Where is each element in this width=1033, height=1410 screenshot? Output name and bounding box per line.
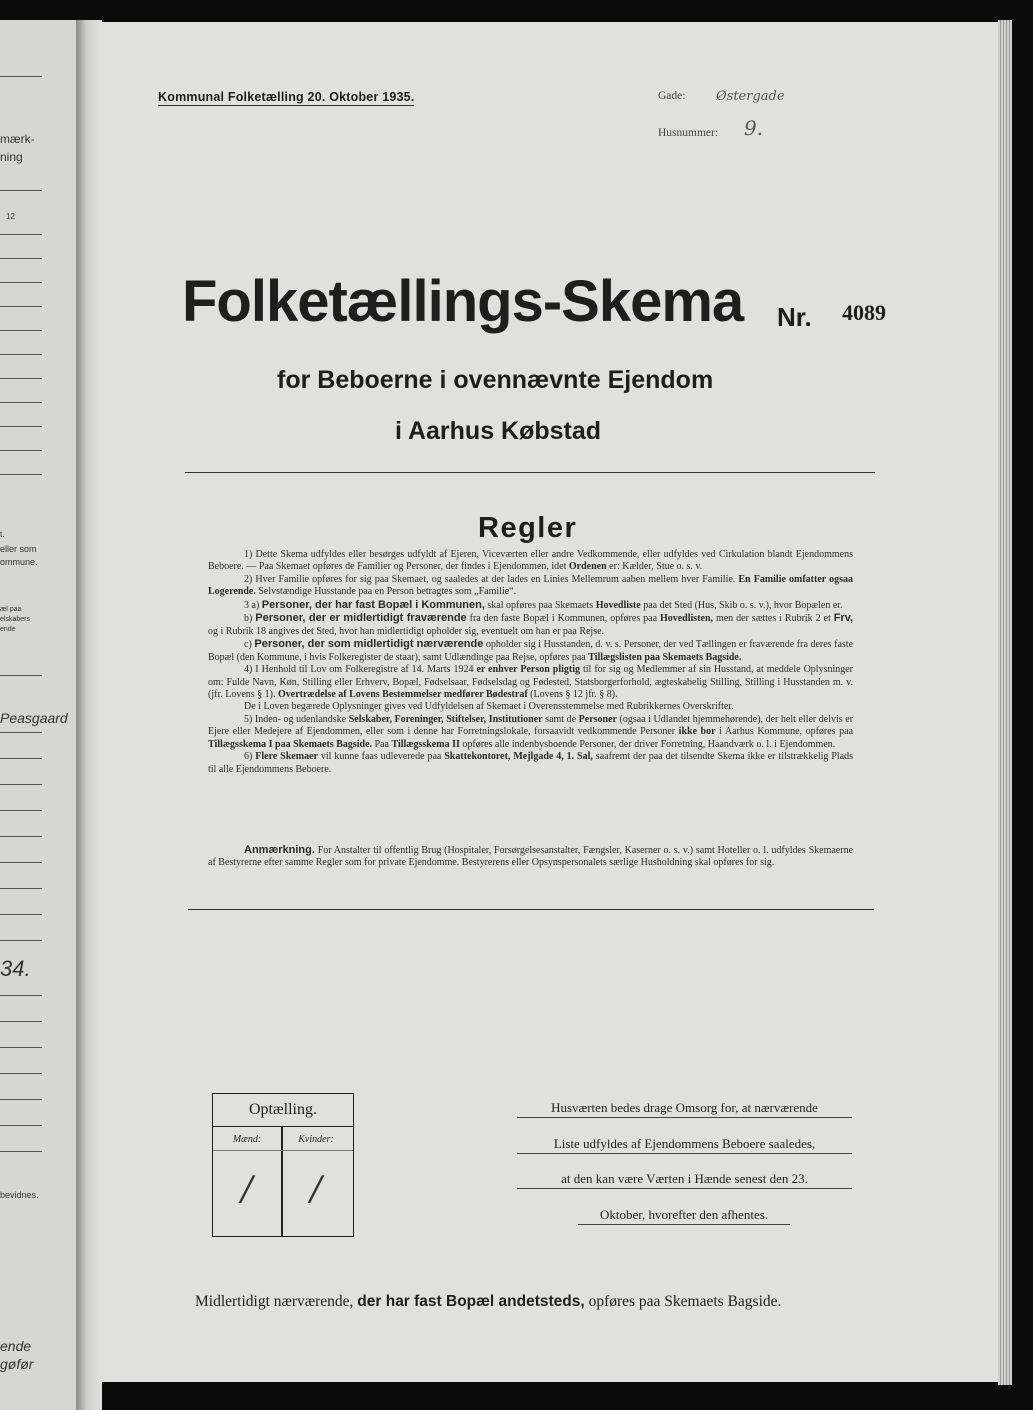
book-gutter (76, 20, 102, 1410)
left-rule (0, 914, 42, 915)
left-fragment: mærk- (0, 132, 35, 146)
remark-text: For Anstalter til offentlig Brug (Hospitaler, Forsørgelsesanstalter, Fængsler, Kaserner o. s. v.) samt Hoteller o. l. udfyldes Skemaerne af Bestyrerne efter samme Regler som for private Ejendomme. Bestyrerens eller Opsynspersonalets særlige Husholdning skal opføres for sig. (208, 845, 854, 869)
form-title: Folketællings-Skema (182, 269, 744, 334)
left-fragment: elskabers (0, 616, 30, 623)
left-rule (0, 675, 42, 676)
left-rule (0, 474, 42, 475)
left-rule (0, 1099, 42, 1100)
rule-4: 4) I Henhold til Lov om Folkeregistre af 14. Marts 1924 er enhver Person pligtig til for sig og Medlemmer af sin Husstand, at meddele Oplysninger om: Fulde Navn, Køn, Stilling eller Erhverv, Bopæl, Fødselsaar, Fødselsdag og Fødested, Statsborgerforhold, ægteskabelig Stilling, Stilling i Husstanden m. v. (jfr. Lovens § 1). Overtrædelse af Lovens Bestemmelser medfører Bødestraf (Lovens § 12 jfr. § 8). (208, 664, 854, 700)
left-rule (0, 1021, 42, 1022)
number-label: Nr. (777, 302, 812, 332)
left-rule (0, 732, 42, 733)
left-fragment: t. (0, 530, 5, 539)
rule-4-note: De i Loven begærede Oplysninger gives ved Udfyldelsen af Skemaet i Overensstemmelse med Rubrikkernes Overskrifter. (244, 701, 734, 713)
rule-3b: b) Personer, der er midlertidigt fraværende fra den faste Bopæl i Kommunen, opføres paa Hovedlisten, men der sættes i Rubrik 2 et Frv, og i Rubrik 18 angives det Sted, hvor han midlertidigt opholder sig, eventuelt om han er paa Rejse. (208, 612, 854, 637)
left-rule (0, 190, 42, 191)
rule-6: 6) Flere Skemaer vil kunne faas udleverede paa Skattekontoret, Mejlgade 4, 1. Sal, saafremt der paa det tilsendte Skema ikke er tilstrækkelig Plads til alle Ejendommens Beboere. (208, 751, 853, 775)
divider (188, 909, 874, 910)
footer-part: opføres paa Skemaets Bagside. (588, 1293, 782, 1310)
left-fragment: ommune. (0, 557, 38, 567)
left-rule (0, 306, 42, 307)
left-rule (0, 995, 42, 996)
left-rule (0, 378, 42, 379)
left-rule (0, 862, 42, 863)
left-fragment: 12 (6, 212, 15, 221)
left-handwriting: 34. (0, 956, 31, 981)
landlord-notice-line: Oktober, hvorefter den afhentes. (578, 1207, 790, 1225)
landlord-notice-line: at den kan være Værten i Hænde senest den 23. (517, 1171, 852, 1189)
left-rule (0, 1125, 42, 1126)
rule-3a: 3 a) Personer, der har fast Bopæl i Kommunen, skal opføres paa Skemaets Hovedliste paa det Sted (Hus, Skib o. s. v.), hvor Bopælen er. (244, 598, 843, 611)
footer-note (195, 1293, 781, 1311)
left-rule (0, 258, 42, 259)
left-fragment: ning (0, 150, 23, 164)
left-rule (0, 810, 42, 811)
left-rule (0, 426, 42, 427)
left-rule (0, 76, 42, 77)
count-box-title: Optælling. (213, 1094, 353, 1127)
left-rule (0, 1073, 42, 1074)
house-number-label: Husnummer: (658, 127, 719, 139)
left-rule (0, 282, 42, 283)
rule-1: 1) Dette Skema udfyldes eller besørges udfyldt af Ejeren, Viceværten eller andre Vedkommende, eller udfyldes ved Cirkulation blandt Ejendommens Beboere. — Paa Skemaet opføres de Familier og Personer, der findes i Ejendommen, idet Ordenen er: Kælder, Stue o. s. v. (208, 549, 853, 573)
left-rule (0, 1047, 42, 1048)
page-edge (998, 20, 1012, 1385)
left-rule (0, 330, 42, 331)
street-value: Østergade (716, 89, 785, 104)
men-count: / (241, 1169, 253, 1209)
left-rule (0, 234, 42, 235)
left-rule (0, 784, 42, 785)
count-box-rule (213, 1150, 353, 1151)
form-subtitle: for Beboerne i ovennævnte Ejendom (277, 366, 714, 394)
left-rule (0, 940, 42, 941)
rule-2: 2) Hver Familie opføres for sig paa Skemaet, og saaledes at der lades en Linies Mellemrum aaben mellem hver Familie. En Familie omfatter ogsaa Logerende. Selvstændige Husstande paa en Person betragtes som „Familie“. (208, 573, 854, 598)
women-label: Kvinder: (298, 1134, 334, 1145)
left-rule (0, 450, 42, 451)
form-number: 4089 (842, 300, 886, 325)
left-rule (0, 888, 42, 889)
left-handwriting: Peasgaard (0, 710, 68, 726)
men-label: Mænd: (232, 1134, 262, 1145)
left-fragment: bevidnes. (0, 1190, 39, 1200)
divider (185, 472, 875, 473)
remark-paragraph (208, 844, 853, 870)
left-rule (0, 1151, 42, 1152)
landlord-notice-line: Liste udfyldes af Ejendommens Beboere saaledes, (517, 1136, 852, 1154)
left-fragment: æl paa (0, 606, 22, 613)
street-label: Gade: (658, 90, 686, 102)
rule-5: 5) Inden- og udenlandske Selskaber, Foreninger, Stiftelser, Institutioner samt de Personer (ogsaa i Udlandet hjemmehørende), der helt eller delvis er Ejere eller Medejere af Ejendommen, eller som i denne har Forretningslokale, forsaavidt vedkommende Personer ikke bor i Aarhus Kommune, opføres paa Tillægsskema I paa Skemaets Bagside. Paa Tillægsskema II opføres alle indenbysboende Personer, der driver Forretning, Haandværk o. l. i Ejendommen. (208, 713, 854, 750)
left-rule (0, 354, 42, 355)
left-handwriting: gøfør (0, 1356, 34, 1372)
footer-part-bold: der har fast Bopæl andetsteds, (357, 1293, 585, 1310)
left-page-fragment (0, 20, 80, 1410)
footer-part: Midlertidigt nærværende, (195, 1293, 354, 1310)
rule-3c: c) Personer, der som midlertidigt nærværende opholder sig i Husstanden, d. v. s. Personer, der ved Tællingen er fraværende fra deres faste Bopæl (den Kommune, i hvis Folkeregister de staar), samt Udlændinge paa Rejse, opføres paa Tillægslisten paa Skemaets Bagside. (208, 638, 854, 663)
house-number-value: 9. (744, 116, 764, 140)
remark-label: Anmærkning. (244, 844, 315, 856)
census-header: Kommunal Folketælling 20. Oktober 1935. (158, 90, 415, 104)
left-rule (0, 402, 42, 403)
left-rule (0, 836, 42, 837)
left-fragment: ende (0, 626, 16, 633)
left-rule (0, 758, 42, 759)
form-subtitle-city: i Aarhus Købstad (395, 417, 602, 445)
left-fragment: eller som (0, 544, 37, 554)
rules-text (208, 549, 853, 776)
count-box (212, 1093, 354, 1237)
left-handwriting: ende (0, 1338, 32, 1354)
landlord-notice-line: Husværten bedes drage Omsorg for, at nærværende (517, 1100, 852, 1118)
women-count: / (310, 1169, 322, 1209)
rules-heading: Regler (478, 512, 578, 544)
